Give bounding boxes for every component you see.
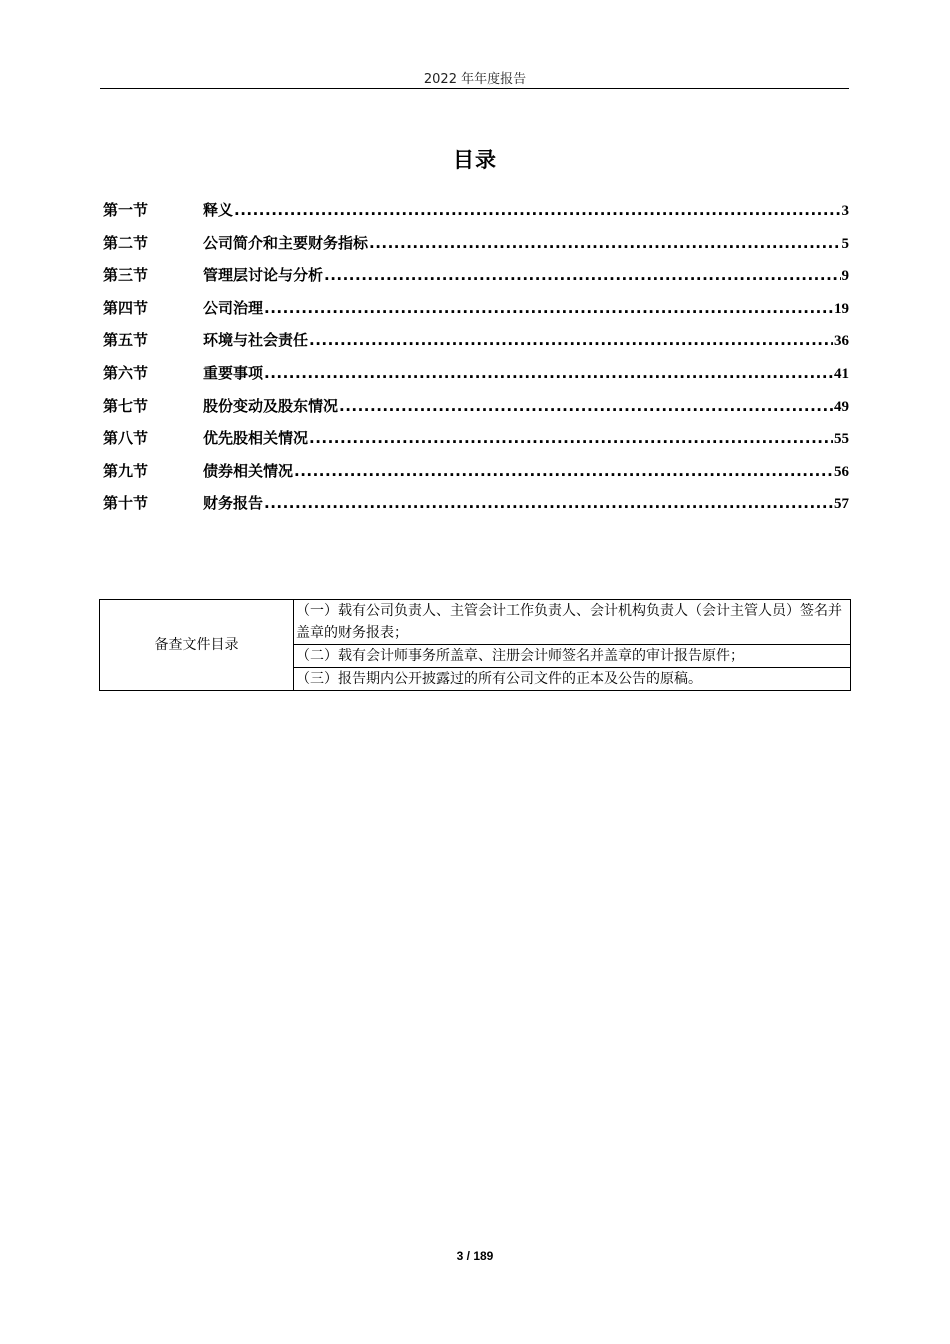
reference-document-item: （一）载有公司负责人、主管会计工作负责人、会计机构负责人（会计主管人员）签名并盖章的财务报表； [294, 600, 851, 645]
toc-entry-title: 释义 [203, 201, 234, 219]
reference-documents-label: 备查文件目录 [100, 600, 294, 691]
reference-documents-table [99, 599, 851, 691]
toc-page-number: 57 [834, 496, 849, 513]
toc-entry-title: 公司简介和主要财务指标 [203, 233, 369, 252]
toc-entry-title: 公司治理 [203, 298, 264, 317]
toc-leader-dots [324, 266, 840, 284]
toc-entry-title: 环境与社会责任 [203, 331, 309, 350]
reference-document-item: （二）载有会计师事务所盖章、注册会计师签名并盖章的审计报告原件； [294, 645, 851, 668]
toc-section: 第五节 [103, 331, 149, 350]
toc-entry-7[interactable] [103, 395, 849, 428]
toc-entry-3[interactable] [103, 264, 849, 297]
toc-page-number: 41 [834, 365, 849, 382]
header-rule [100, 88, 849, 89]
toc-section: 第八节 [103, 429, 149, 448]
toc-entry-1[interactable] [103, 199, 849, 232]
toc-page-number: 9 [841, 268, 849, 285]
toc-page-number: 19 [834, 300, 849, 317]
toc-page-number: 56 [834, 463, 849, 480]
toc-page-number: 3 [841, 203, 849, 219]
toc-leader-dots [294, 462, 833, 480]
toc-entry-title: 股份变动及股东情况 [203, 396, 339, 415]
toc-entry-8[interactable] [103, 427, 849, 460]
toc-section: 第九节 [103, 461, 149, 480]
toc-page-number: 5 [841, 235, 849, 252]
page-number-footer: 3 / 189 [456, 1249, 494, 1263]
toc-entry-title: 债券相关情况 [203, 461, 294, 480]
toc-leader-dots [309, 429, 833, 447]
toc-entry-2[interactable] [103, 232, 849, 265]
running-header: 2022 年年度报告 [423, 72, 527, 87]
toc-leader-dots [264, 494, 833, 512]
toc-entry-4[interactable] [103, 297, 849, 330]
toc-entry-5[interactable] [103, 329, 849, 362]
toc-section: 第七节 [103, 396, 149, 415]
toc-leader-dots [339, 397, 833, 415]
toc-leader-dots [234, 201, 840, 219]
toc-entry-9[interactable] [103, 460, 849, 493]
toc-section: 第一节 [103, 201, 149, 219]
toc-entry-title: 管理层讨论与分析 [203, 266, 324, 285]
toc-page-number: 49 [834, 398, 849, 415]
toc-entry-10[interactable] [103, 492, 849, 525]
toc-entry-title: 优先股相关情况 [203, 429, 309, 448]
toc-leader-dots [264, 299, 833, 317]
reference-document-item: （三）报告期内公开披露过的所有公司文件的正本及公告的原稿。 [294, 668, 851, 691]
toc-section: 第四节 [103, 298, 149, 317]
toc-entry-title: 重要事项 [203, 363, 264, 382]
toc-section: 第三节 [103, 266, 149, 285]
toc-leader-dots [309, 331, 833, 349]
toc-leader-dots [369, 234, 840, 252]
toc-leader-dots [264, 364, 833, 382]
toc-entry-6[interactable] [103, 362, 849, 395]
toc-section: 第十节 [103, 494, 149, 513]
toc-entry-title: 财务报告 [203, 494, 264, 513]
toc-title: 目录 [453, 148, 497, 172]
toc-page-number: 36 [834, 333, 849, 350]
toc-page-number: 55 [834, 431, 849, 448]
toc-section: 第六节 [103, 363, 149, 382]
table-of-contents [103, 199, 849, 525]
toc-section: 第二节 [103, 233, 149, 252]
